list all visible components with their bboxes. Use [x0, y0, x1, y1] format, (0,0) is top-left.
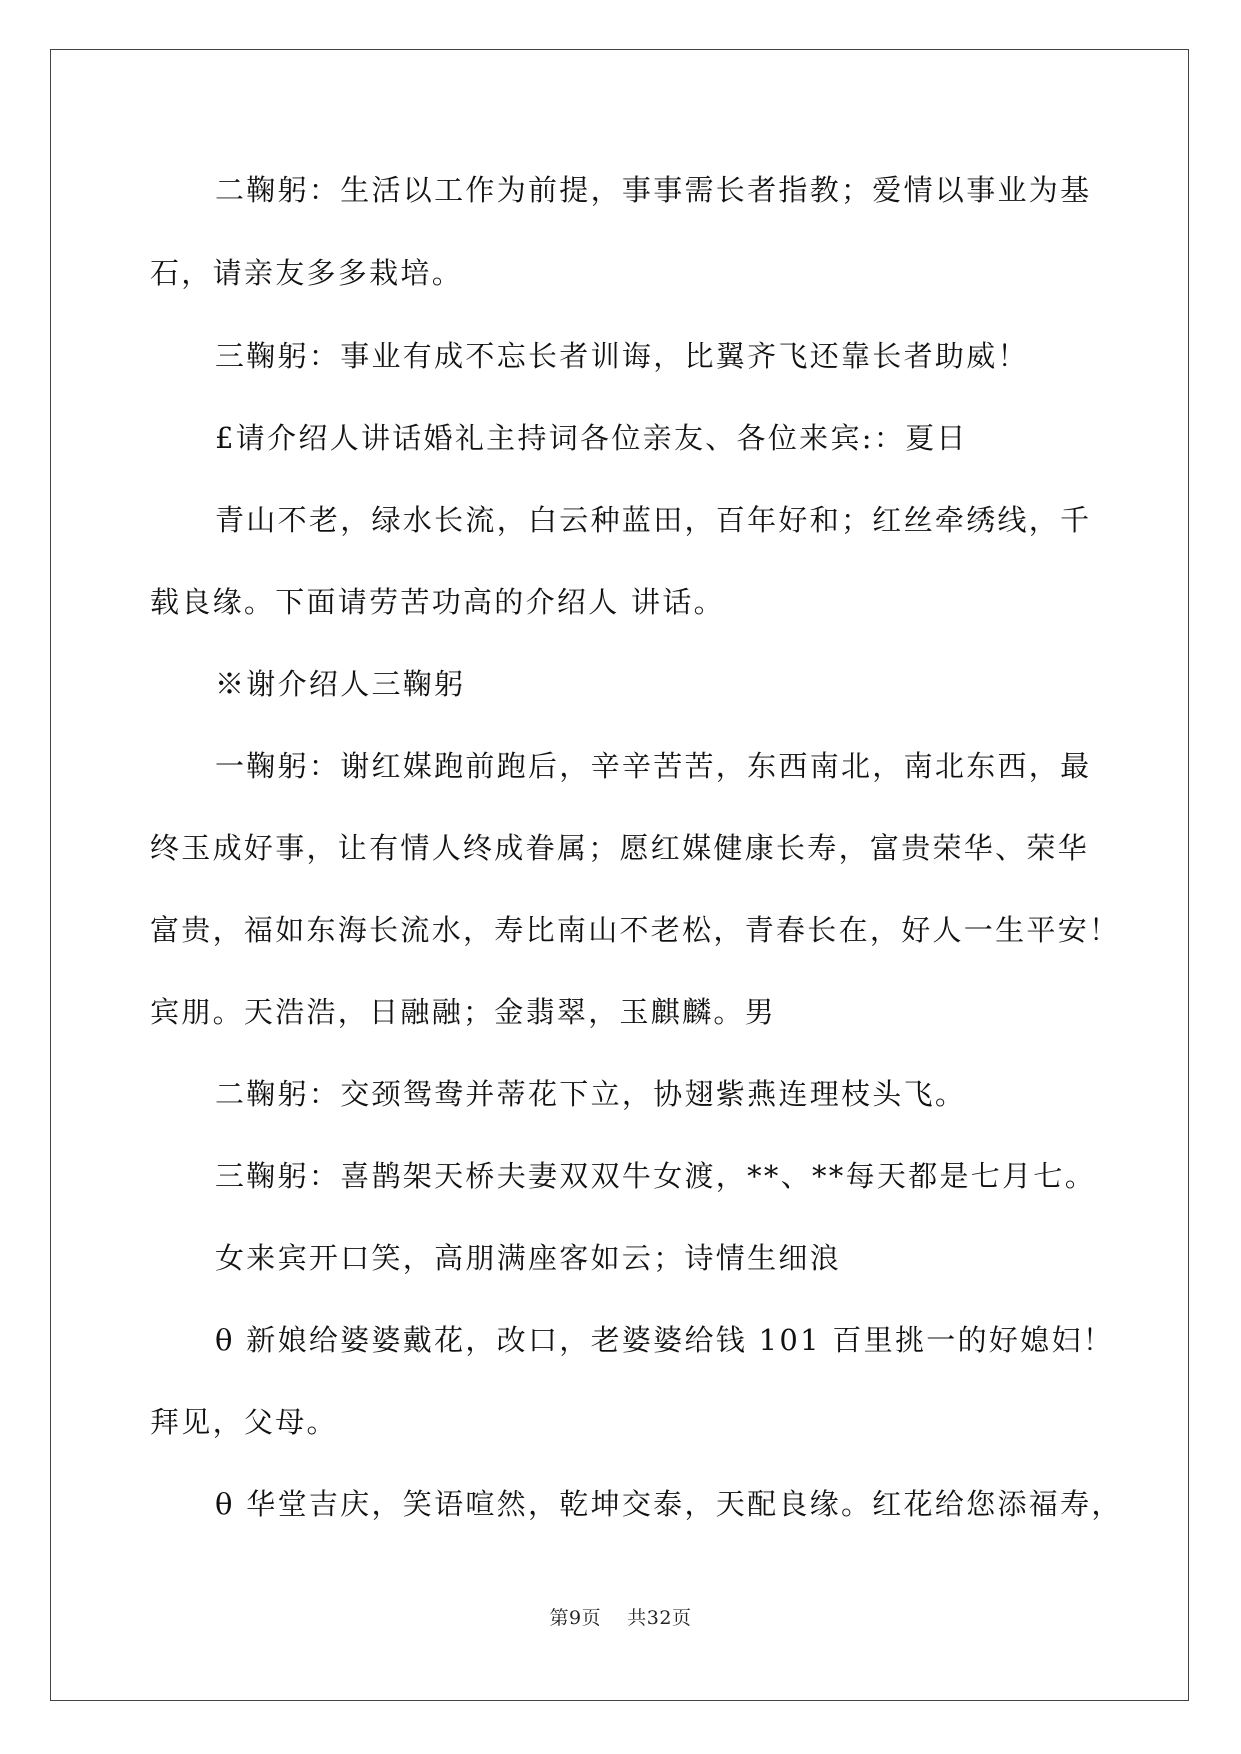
- footer-page-prefix: 第: [549, 1607, 569, 1629]
- text-line: 二鞠躬：生活以工作为前提，事事需长者指教；爱情以事业为基: [215, 173, 1092, 207]
- footer-total-pages: 32: [646, 1607, 672, 1629]
- text-line: 青山不老，绿水长流，白云种蓝田，百年好和；红丝牵绣线，千: [215, 503, 1092, 537]
- text-line: θ 新娘给婆婆戴花，改口，老婆婆给钱 101 百里挑一的好媳妇！: [215, 1323, 1115, 1357]
- page-footer: [0, 1606, 1241, 1630]
- text-line: 石，请亲友多多栽培。: [150, 256, 464, 290]
- text-line: 宾朋。天浩浩，日融融；金翡翠，玉麒麟。男: [150, 995, 777, 1029]
- text-line: θ 华堂吉庆，笑语喧然，乾坤交泰，天配良缘。红花给您添福寿，: [215, 1487, 1123, 1521]
- text-line: 富贵，福如东海长流水，寿比南山不老松，青春长在，好人一生平安！: [150, 913, 1121, 947]
- footer-total-suffix: 页: [671, 1607, 692, 1629]
- footer-page-suffix: 页: [581, 1607, 602, 1629]
- text-line: 一鞠躬：谢红媒跑前跑后，辛辛苦苦，东西南北，南北东西，最: [215, 749, 1092, 783]
- text-line: ※谢介绍人三鞠躬: [215, 667, 466, 701]
- text-line: 三鞠躬：事业有成不忘长者训诲，比翼齐飞还靠长者助威！: [215, 339, 1029, 373]
- text-line: 终玉成好事，让有情人终成眷属；愿红媒健康长寿，富贵荣华、荣华: [150, 831, 1090, 865]
- text-line: 三鞠躬：喜鹊架天桥夫妻双双牛女渡，**、**每天都是七月七。: [215, 1159, 1097, 1193]
- text-line: £请介绍人讲话婚礼主持词各位亲友、各位来宾:：夏日: [215, 421, 968, 455]
- text-line: 女来宾开口笑，高朋满座客如云；诗情生细浪: [215, 1241, 842, 1275]
- footer-total-prefix: 共: [627, 1607, 647, 1629]
- text-line: 二鞠躬：交颈鸳鸯并蒂花下立，协翅紫燕连理枝头飞。: [215, 1077, 967, 1111]
- text-line: 拜见，父母。: [150, 1405, 338, 1439]
- page-border: [50, 49, 1189, 1701]
- footer-page-number: 9: [569, 1607, 582, 1629]
- text-line: 载良缘。下面请劳苦功高的介绍人 讲话。: [150, 585, 725, 619]
